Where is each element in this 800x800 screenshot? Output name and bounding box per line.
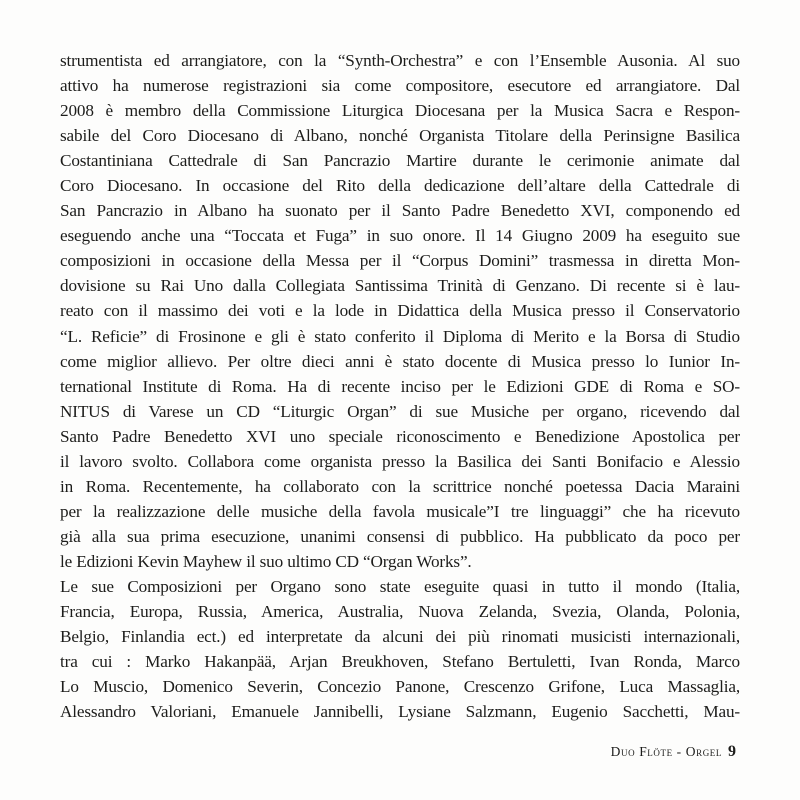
text-line: Santo Padre Benedetto XVI uno speciale riconoscimento e Benedizione Apostolica per (60, 426, 740, 446)
body-text (60, 48, 740, 724)
text-line: Costantiniana Cattedrale di San Pancrazio Martire durante le cerimonie animate dal (60, 151, 740, 171)
text-line: come miglior allievo. Per oltre dieci anni è stato docente di Musica presso lo Iunior In- (60, 351, 740, 371)
text-line: Francia, Europa, Russia, America, Australia, Nuova Zelanda, Svezia, Olanda, Polonia, (60, 602, 740, 622)
text-line: composizioni in occasione della Messa per il “Corpus Domini” trasmessa in diretta Mon- (60, 251, 740, 271)
text-line: in Roma. Recentemente, ha collaborato con la scrittrice nonché poetessa Dacia Maraini (60, 476, 740, 496)
text-line: Alessandro Valoriani, Emanuele Jannibelli, Lysiane Salzmann, Eugenio Sacchetti, Mau- (60, 702, 740, 722)
text-line: eseguendo anche una “Toccata et Fuga” in suo onore. Il 14 Giugno 2009 ha eseguito sue (60, 226, 740, 246)
text-line: già alla sua prima esecuzione, unanimi consensi di pubblico. Ha pubblicato da poco per (60, 526, 740, 546)
text-line: Belgio, Finlandia ect.) ed interpretate da alcuni dei più rinomati musicisti internazionali, (60, 627, 740, 647)
text-line: sabile del Coro Diocesano di Albano, nonché Organista Titolare della Perinsigne Basilica (60, 126, 740, 146)
text-line: per la realizzazione delle musiche della favola musicale”I tre linguaggi” che ha ricevuto (60, 501, 740, 521)
text-line: Coro Diocesano. In occasione del Rito della dedicazione dell’altare della Cattedrale di (60, 176, 740, 196)
text-line: reato con il massimo dei voti e la lode in Didattica della Musica presso il Conservatorio (60, 301, 740, 321)
text-line: Le sue Composizioni per Organo sono state eseguite quasi in tutto il mondo (Italia, (60, 576, 740, 596)
running-footer (611, 743, 736, 761)
text-line: Lo Muscio, Domenico Severin, Concezio Panone, Crescenzo Grifone, Luca Massaglia, (60, 677, 740, 697)
footer-title: Duo Flöte - Orgel (610, 744, 722, 759)
text-line: NITUS di Varese un CD “Liturgic Organ” di sue Musiche per organo, ricevendo dal (60, 401, 740, 421)
paragraph (60, 48, 740, 574)
page-number: 9 (728, 743, 736, 760)
text-line: “L. Reficie” di Frosinone e gli è stato conferito il Diploma di Merito e la Borsa di Studio (60, 326, 740, 346)
text-line: dovisione su Rai Uno dalla Collegiata Santissima Trinità di Genzano. Di recente si è lau- (60, 276, 740, 296)
text-line: attivo ha numerose registrazioni sia come compositore, esecutore ed arrangiatore. Dal (60, 76, 740, 96)
text-line: il lavoro svolto. Collabora come organista presso la Basilica dei Santi Bonifacio e Alessio (60, 451, 740, 471)
text-line: 2008 è membro della Commissione Liturgica Diocesana per la Musica Sacra e Respon- (60, 101, 740, 121)
text-line: tra cui : Marko Hakanpää, Arjan Breukhoven, Stefano Bertuletti, Ivan Ronda, Marco (60, 652, 740, 672)
paragraph (60, 574, 740, 724)
text-line: strumentista ed arrangiatore, con la “Synth-Orchestra” e con l’Ensemble Ausonia. Al suo (60, 51, 740, 70)
text-line: ternational Institute di Roma. Ha di recente inciso per le Edizioni GDE di Roma e SO- (60, 376, 740, 396)
text-line: San Pancrazio in Albano ha suonato per il Santo Padre Benedetto XVI, componendo ed (60, 201, 740, 221)
text-line: le Edizioni Kevin Mayhew il suo ultimo CD “Organ Works”. (60, 551, 472, 571)
